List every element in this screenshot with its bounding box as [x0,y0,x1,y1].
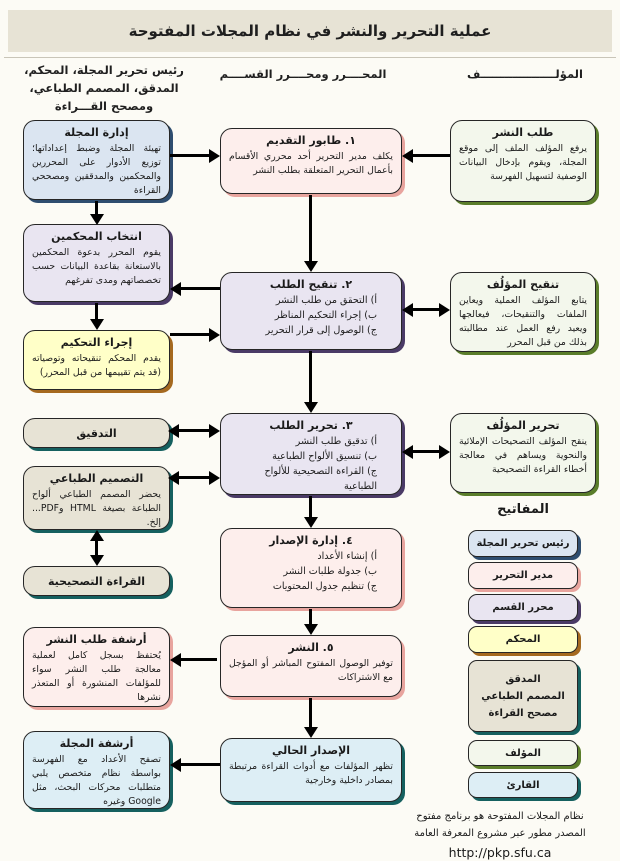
arrow-review-process-to-review [170,333,210,336]
arrow-layout-proofreading-bidirectional [95,540,98,556]
box-body: يتابع المؤلف العملية ويعاين الملفات والتنقيحات، فيعالجها ويعيد رفع العمل عند مطالبته بذلك من قبل المحرر [459,295,587,348]
arrow-submission-request-to-queue [412,154,450,157]
legend-key-production-staff [468,660,578,732]
legend-key-editor-in-chief: رئيس تحرير المجلة [468,530,578,557]
box-title: ٢. تنقيح الطلب [269,278,353,291]
arrow-journal-mgmt-to-reviewer-selection [95,201,98,215]
box-submission-review [220,272,402,350]
box-title: التصميم الطباعي [49,472,144,485]
box-body: توفير الوصول المفتوح المباشر أو المؤجل مع الاشتراكات [229,658,393,683]
legend-key-reader: القارئ [468,772,578,798]
box-body: يرفع المؤلف الملف إلى موقع المجلة، ويقوم بإدخال البيانات الوصفية لتسهيل الفهرسة [459,143,587,182]
box-list-item: ب) جدولة طلبات النشر [283,565,377,577]
legend-key-section-editor: محرر القسم [468,594,578,621]
footer-line: نظام المجلات المفتوحة هو برنامج مفتوح [416,811,584,822]
arrow-review-author-review-bidirectional [412,308,440,311]
box-body: ينقح المؤلف التصحيحات الإملائية والنحوية ويساهم في معالجة أخطاء القراءة التصحيحية [459,436,587,475]
arrow-queue-to-review [309,195,312,262]
box-title: التدقيق [76,426,117,440]
box-title: تنقيح المؤلُف [486,278,560,291]
box-title: القراءة التصحيحية [47,574,146,588]
box-list-item: ج) تنظيم جدول المحتويات [272,580,377,592]
header-divider [4,57,616,58]
arrow-issue-mgmt-to-publishing [309,609,312,625]
arrow-editing-author-editing-bidirectional [412,450,440,453]
box-title: إدارة المجلة [64,126,129,139]
box-title: انتخاب المحكمين [51,230,142,243]
box-title: إجراء التحكيم [60,336,133,349]
arrow-review-to-editing [309,351,312,403]
legend-key-reviewer: المحكم [468,626,578,653]
box-body: تظهر المؤلفات مع أدوات القراءة مرتبطة بمصادر داخلية وخارجية [229,761,393,786]
arrow-editing-layout-bidirectional [178,476,210,479]
box-body: يكلف مدير التحرير أحد محرري الأقسام بأعمال التحرير المتعلقة بطلب النشر [229,151,393,176]
box-list-item: أ) التحقق من طلب النشر [275,295,377,306]
arrow-current-issue-to-journal-archiving [180,763,220,766]
box-list-item: أ) إنشاء الأعداد [317,551,377,562]
box-list-item: ب) إجراء التحكيم المناظر [274,309,377,321]
box-list-item: ب) تنسيق الألواح الطباعية [272,450,377,462]
box-submission-editing [220,413,402,495]
box-layout-design [23,466,170,530]
box-reviewer-selection [23,224,170,302]
box-proofreading [23,566,170,596]
box-body: تهيئة المجلة وضبط إعداداتها؛ توزيع الأدوار على المحررين والمحكمين والمدققين ومصححي القراءة [32,143,161,196]
footer-credit [388,808,612,861]
box-body: يقدم المحكم تنقيحاته وتوصياته (قد يتم تقييمها من قبل المحرر) [32,353,161,378]
box-body: يحضر المصمم الطباعي ألواح الطباعة بصيغة HTML وPDF... إلخ. [32,489,162,528]
legend-key-line: المصمم الطباعي [481,690,565,702]
box-title: ١. طابور التقديم [266,134,356,147]
box-copyediting [23,418,170,448]
box-list-item: ج) القراءة التصحيحية للألواح الطباعية [264,465,377,492]
arrow-reviewer-selection-to-review-process [95,303,98,320]
box-title: أرشفة المجلة [59,737,134,750]
legend-key-line: المدقق [505,673,541,685]
legend-title: المفاتيح [497,502,549,517]
legend-key-line: مصحح القراءة [488,707,558,719]
box-review-process [23,330,170,390]
box-submission-archiving [23,627,170,707]
arrow-publishing-to-current-issue [309,698,312,728]
box-title: الإصدار الحالي [271,744,351,757]
box-list-item: ج) الوصول إلى قرار التحرير [265,324,377,336]
box-journal-archiving [23,731,170,809]
box-title: أرشفة طلب النشر [46,633,147,646]
arrow-journal-mgmt-to-queue [170,154,210,157]
arrow-editing-copyediting-bidirectional [178,429,210,432]
box-title: طلب النشر [492,126,554,139]
box-list-item: أ) تدقيق طلب النشر [295,436,377,447]
column-header-section-editor: المحــــرر ومحــــرر القســــم [219,67,387,81]
box-current-issue [220,738,402,802]
page-title: عملية التحرير والنشر في نظام المجلات المفتوحة [8,10,612,52]
box-title: ٤. إدارة الإصدار [269,534,353,547]
footer-url: http://pkp.sfu.ca [448,845,552,860]
box-title: ٥. النشر [288,641,334,654]
box-author-editing [450,413,596,493]
column-header-author: المؤلـــــــــــــــــــف [467,67,583,81]
box-submission-request [450,120,596,202]
box-publishing [220,635,402,697]
box-journal-management [23,120,170,200]
arrow-publishing-to-submission-archiving [180,658,217,661]
box-submission-queue [220,128,402,194]
box-body: يُحتفظ بسجل كامل لعملية معالجة طلب النشر سواء للمؤلفات المنشورة أو المتعذر نشرها [32,650,161,703]
box-body: يقوم المحرر بدعوة المحكمين بالاستعانة بقاعدة البيانات حسب تخصصاتهم ومدى تفرغهم [32,247,161,286]
arrow-review-to-reviewer-selection [180,287,220,290]
box-author-review [450,272,596,352]
legend-key-author: المؤلف [468,740,578,766]
legend-key-managing-editor: مدير التحرير [468,562,578,589]
box-body: تصفح الأعداد مع الفهرسة بواسطة نظام متخصص يلبي متطلبات محركات البحث، مثل Google وغيره [32,754,161,807]
box-title: ٣. تحرير الطلب [269,419,353,432]
column-header-staff: رئيس تحرير المجلة، المحكم، المدقق، المصمم الطباعي، ومصحح القـــراءة [24,63,184,113]
box-title: تحرير المؤلُف [486,419,560,432]
box-issue-management [220,528,402,608]
arrow-editing-to-issue-mgmt [309,496,312,518]
footer-line: المصدر مطور عبر مشروع المعرفة العامة [414,828,586,839]
